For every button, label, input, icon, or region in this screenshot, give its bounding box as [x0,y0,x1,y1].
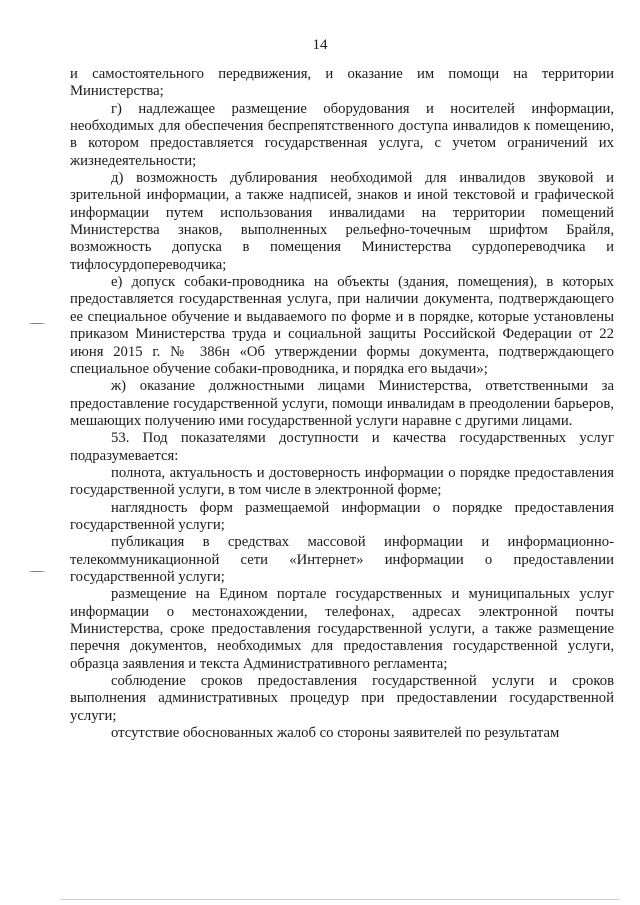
paragraph-portal: размещение на Едином портале государственных и муниципальных услуг информации о местонахождении, телефонах, адресах электронной почты Министерства, сроке предоставления государственной услуги, а также размещение перечня документов, необходимых для предоставления государственной услуги, образца заявления и текста Административного регламента; [70,586,614,672]
page-number: 14 [312,37,328,53]
margin-mark [29,323,45,325]
paragraph-item-zh: ж) оказание должностными лицами Министерства, ответственными за предоставление государственной услуги, помощи инвалидам в преодолении барьеров, мешающих получению ими государственной услуги наравне с другими лицами. [70,378,614,429]
paragraph-deadlines: соблюдение сроков предоставления государственной услуги и сроков выполнения административных процедур при предоставлении государственной услуги; [70,673,614,724]
paragraph-completeness: полнота, актуальность и достоверность информации о порядке предоставления государственной услуги, в том числе в электронной форме; [70,464,614,499]
document-body [70,66,614,742]
paragraph-53: 53. Под показателями доступности и качества государственных услуг подразумевается: [70,430,614,464]
paragraph-clarity: наглядность форм размещаемой информации о порядке предоставления государственной услуги; [70,499,614,533]
paragraph-item-e: е) допуск собаки-проводника на объекты (здания, помещения), в которых предоставляется государственная услуга, при наличии документа, подтверждающего ее специальное обучение и выдаваемого по форме и в порядке, которые установлены приказом Министерства труда и социальной защиты Российской Федерации от 22 июня 2015 г. № 386н «Об утверждении формы документа, подтверждающего специальное обучение собаки-проводника, и порядка его выдачи»; [70,274,614,377]
paragraph-continuation: и самостоятельного передвижения, и оказание им помощи на территории Министерства; [70,66,614,100]
paragraph-item-g: г) надлежащее размещение оборудования и носителей информации, необходимых для обеспечения беспрепятственного доступа инвалидов к помещению, в котором предоставляется государственная услуга, с учетом ограничений их жизнедеятельности; [70,100,614,169]
paragraph-publication: публикация в средствах массовой информации и информационно-телекоммуникационной сети «Интернет» информации о предоставлении государственной услуги; [70,534,614,585]
page-bottom-edge [60,899,620,900]
paragraph-item-d: д) возможность дублирования необходимой для инвалидов звуковой и зрительной информации, а также надписей, знаков и иной текстовой и графической информации путем использования инвалидами на территории помещений Министерства знаков, выполненных рельефно-точечным шрифтом Брайля, возможность допуска в помещения Министерства сурдопереводчика и тифлосурдопереводчика; [70,170,614,273]
margin-mark [29,571,45,573]
paragraph-complaints: отсутствие обоснованных жалоб со стороны заявителей по результатам [111,725,560,742]
